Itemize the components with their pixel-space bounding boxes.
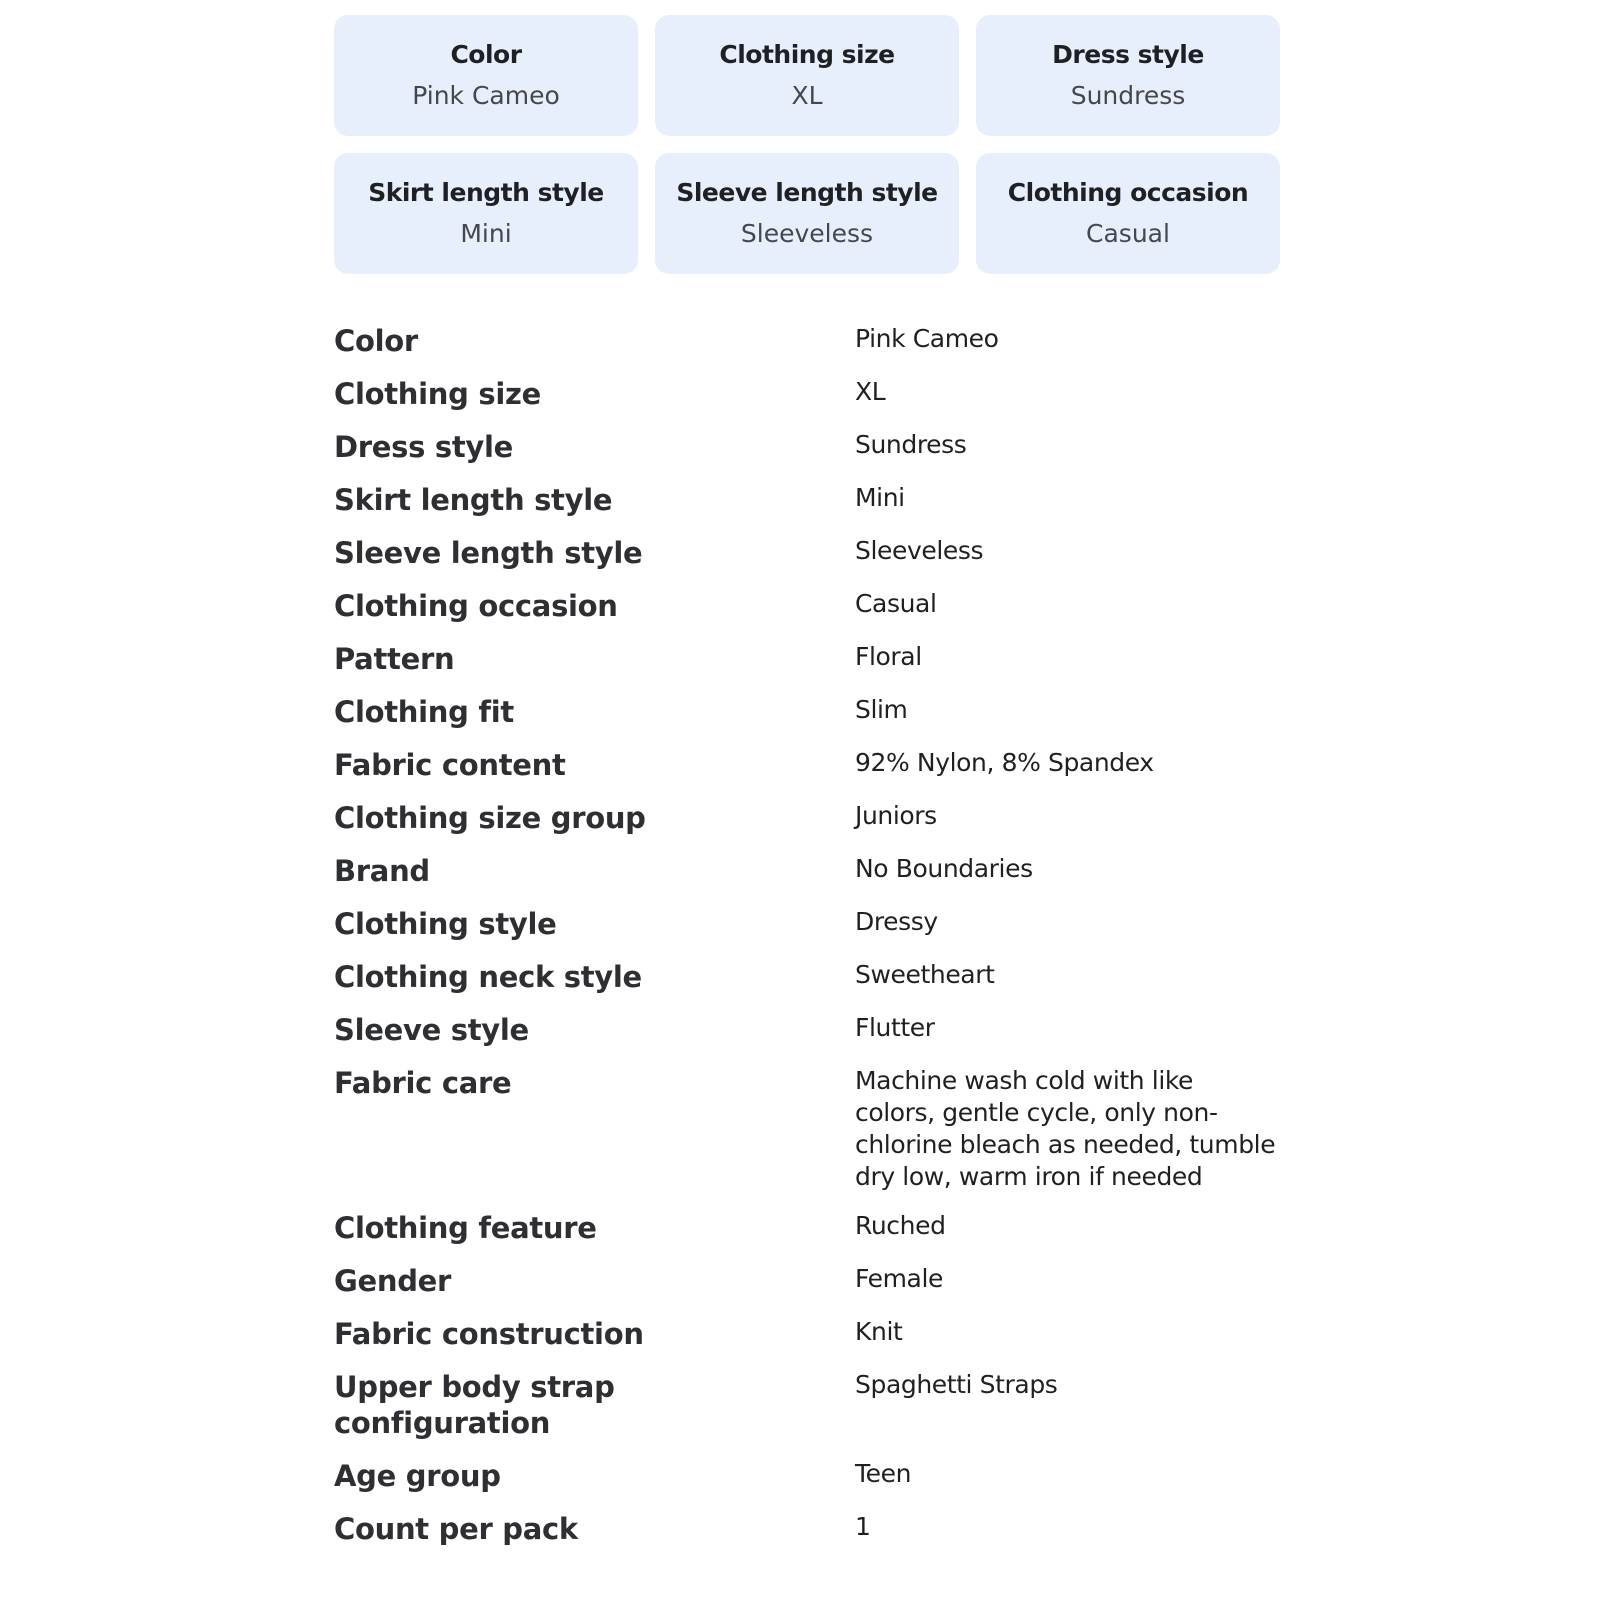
attribute-card-color [334, 15, 638, 136]
spec-label: Gender [334, 1264, 452, 1298]
attribute-card-value: Pink Cameo [412, 81, 560, 110]
spec-row [334, 853, 1280, 889]
spec-label: Clothing feature [334, 1211, 597, 1245]
spec-row [334, 694, 1280, 730]
spec-row [334, 482, 1280, 518]
attribute-card-label: Color [450, 40, 522, 69]
spec-row [334, 1369, 1280, 1441]
attribute-card-label: Sleeve length style [676, 178, 938, 207]
spec-row [334, 641, 1280, 677]
spec-row [334, 429, 1280, 465]
spec-label: Brand [334, 854, 430, 888]
spec-label: Clothing fit [334, 695, 514, 729]
specifications-table [334, 323, 1280, 1564]
spec-value: Sleeveless [855, 536, 984, 565]
spec-label: Fabric content [334, 748, 566, 782]
key-attributes-grid [334, 15, 1280, 274]
spec-label: Count per pack [334, 1512, 578, 1546]
attribute-card-clothing-occasion [976, 153, 1280, 274]
spec-value: Slim [855, 695, 908, 724]
spec-row [334, 1263, 1280, 1299]
spec-value: Spaghetti Straps [855, 1370, 1058, 1399]
attribute-card-label: Clothing size [719, 40, 895, 69]
spec-row [334, 906, 1280, 942]
spec-label: Sleeve length style [334, 536, 643, 570]
spec-row [334, 1511, 1280, 1547]
spec-value: Sweetheart [855, 960, 995, 989]
spec-value: Flutter [855, 1013, 935, 1042]
attribute-card-skirt-length-style [334, 153, 638, 274]
spec-value: Mini [855, 483, 905, 512]
attribute-card-value: Mini [460, 219, 512, 248]
spec-value: Ruched [855, 1211, 946, 1240]
spec-label: Age group [334, 1459, 501, 1493]
spec-value: Knit [855, 1317, 903, 1346]
spec-label: Skirt length style [334, 483, 613, 517]
spec-value: 92% Nylon, 8% Spandex [855, 748, 1154, 777]
spec-row [334, 747, 1280, 783]
spec-label: Sleeve style [334, 1013, 529, 1047]
spec-row [334, 1210, 1280, 1246]
spec-row [334, 535, 1280, 571]
spec-label: Color [334, 324, 418, 358]
spec-value: Dressy [855, 907, 938, 936]
spec-value: Female [855, 1264, 943, 1293]
product-specifications [334, 15, 1280, 1546]
spec-value: Juniors [855, 801, 937, 830]
spec-label: Clothing occasion [334, 589, 618, 623]
spec-row [334, 1316, 1280, 1352]
spec-row [334, 588, 1280, 624]
attribute-card-value: XL [791, 81, 823, 110]
spec-value: XL [855, 377, 886, 406]
spec-value: Teen [855, 1459, 912, 1488]
attribute-card-sleeve-length-style [655, 153, 959, 274]
spec-row [334, 323, 1280, 359]
spec-label: Fabric construction [334, 1317, 644, 1351]
spec-value: Floral [855, 642, 922, 671]
spec-label: Clothing neck style [334, 960, 642, 994]
attribute-card-label: Skirt length style [368, 178, 604, 207]
attribute-card-clothing-size [655, 15, 959, 136]
attribute-card-label: Clothing occasion [1007, 178, 1249, 207]
attribute-card-value: Casual [1086, 219, 1170, 248]
spec-row [334, 1458, 1280, 1494]
spec-row [334, 1065, 1280, 1193]
spec-value: Machine wash cold with like colors, gentle cycle, only non-chlorine bleach as needed, tumble dry low, warm iron if needed [855, 1066, 1276, 1191]
spec-value: Sundress [855, 430, 967, 459]
spec-value: Casual [855, 589, 937, 618]
spec-label: Pattern [334, 642, 455, 676]
attribute-card-label: Dress style [1052, 40, 1204, 69]
attribute-card-value: Sleeveless [740, 219, 874, 248]
attribute-card-dress-style [976, 15, 1280, 136]
spec-label: Clothing size group [334, 801, 646, 835]
spec-label: Clothing size [334, 377, 541, 411]
spec-value: Pink Cameo [855, 324, 999, 353]
spec-value: No Boundaries [855, 854, 1033, 883]
spec-value: 1 [855, 1512, 871, 1541]
spec-row [334, 959, 1280, 995]
spec-label: Dress style [334, 430, 513, 464]
spec-row [334, 376, 1280, 412]
spec-row [334, 1012, 1280, 1048]
spec-label: Clothing style [334, 907, 557, 941]
attribute-card-value: Sundress [1070, 81, 1186, 110]
spec-label: Upper body strap configuration [334, 1370, 615, 1440]
spec-row [334, 800, 1280, 836]
spec-label: Fabric care [334, 1066, 512, 1100]
